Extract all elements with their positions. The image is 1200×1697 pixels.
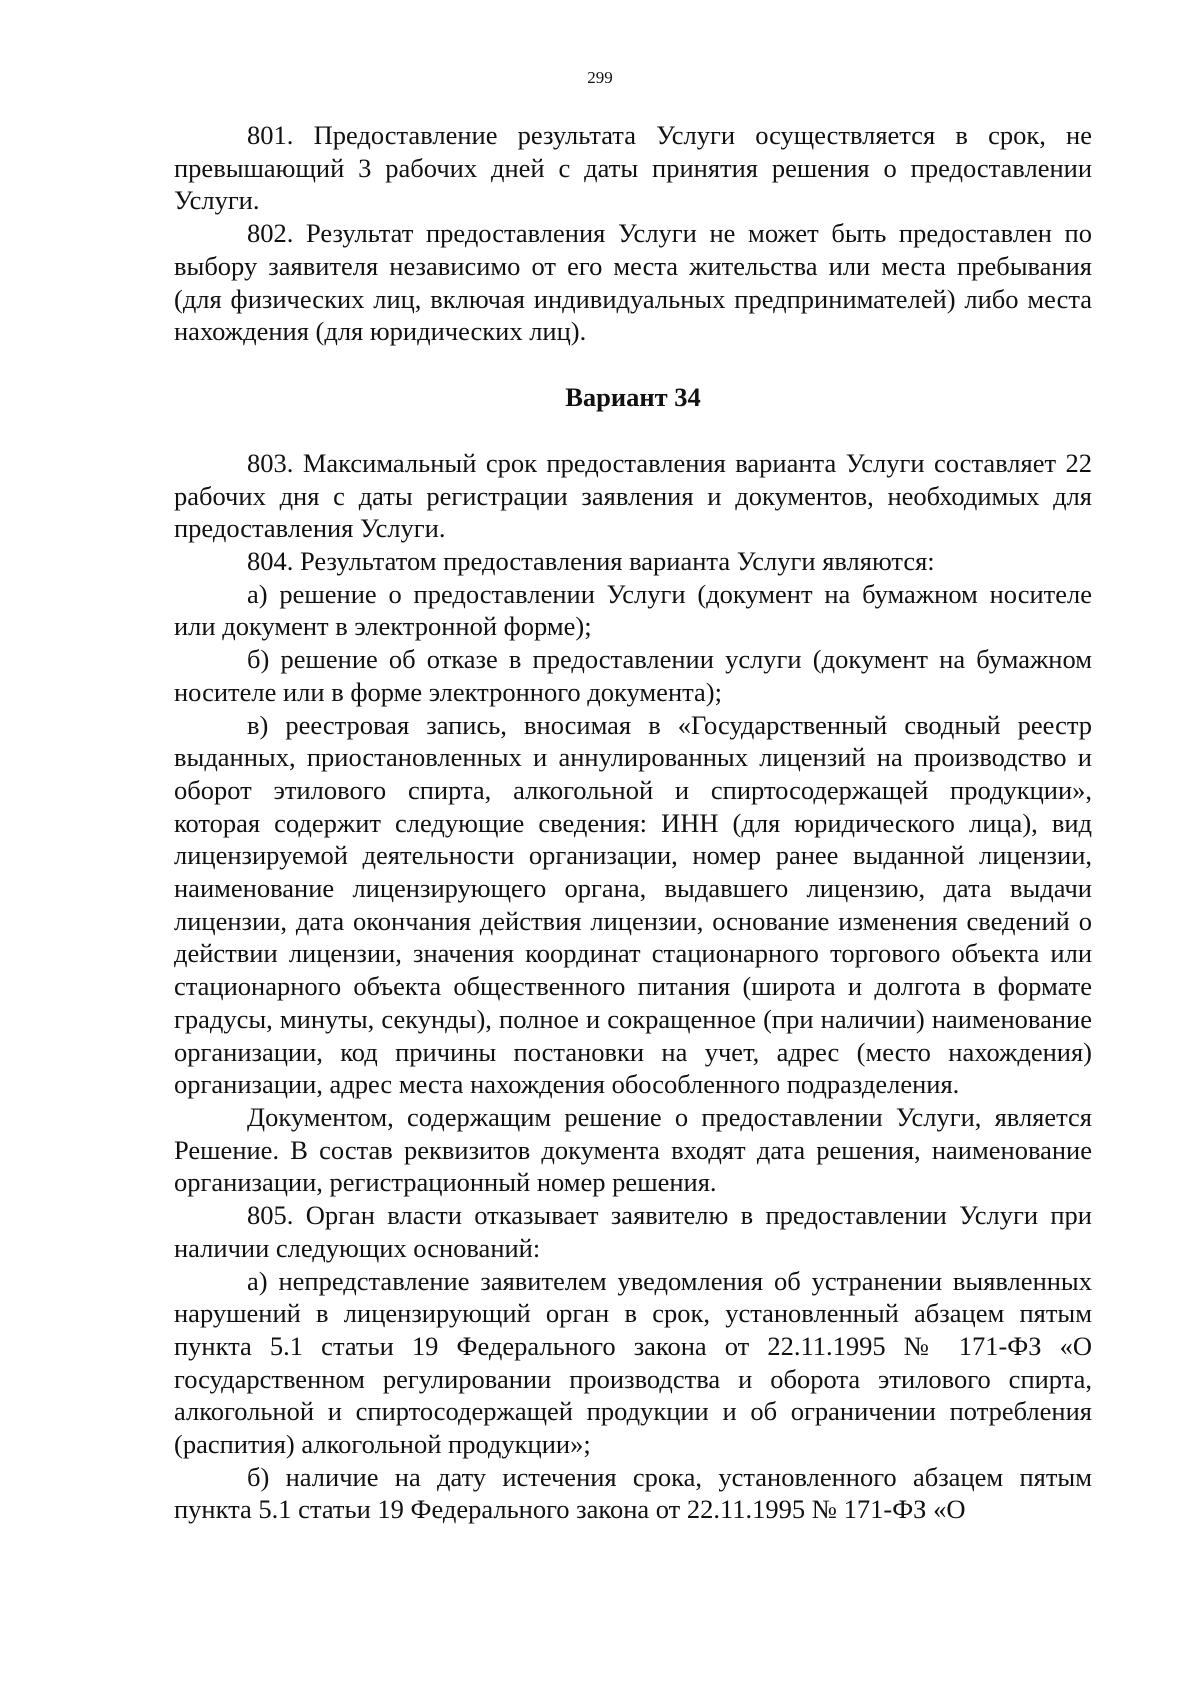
paragraph-804-a: а) решение о предоставлении Услуги (документ на бумажном носителе или документ в электронной форме); (174, 578, 1092, 642)
paragraph-decision-document: Документом, содержащим решение о предоставлении Услуги, является Решение. В состав реквизитов документа входят дата решения, наименование организации, регистрационный номер решения. (174, 1101, 1092, 1198)
paragraph-804-b: б) решение об отказе в предоставлении услуги (документ на бумажном носителе или в форме электронного документа); (174, 644, 1092, 707)
paragraph-804: 804. Результатом предоставления варианта Услуги являются: (247, 546, 935, 577)
paragraph-805: 805. Орган власти отказывает заявителю в предоставлении Услуги при наличии следующих оснований: (174, 1200, 1092, 1263)
page-number: 299 (587, 68, 613, 87)
section-heading: Вариант 34 (565, 381, 701, 412)
paragraph-801: 801. Предоставление результата Услуги осуществляется в срок, не превышающий 3 рабочих дней с даты принятия решения о предоставлении Услуги. (174, 120, 1092, 216)
document-body (174, 119, 1092, 1526)
paragraph-804-v: в) реестровая запись, вносимая в «Государственный сводный реестр выданных, приостановленных и аннулированных лицензий на производство и оборот этилового спирта, алкогольной и спиртосодержащей продукции», которая содержит следующие сведения: ИНН (для юридического лица), вид лицензируемой деятельности организации, номер ранее выданной лицензии, наименование лицензирующего органа, выдавшего лицензию, дата выдачи лицензии, дата окончания действия лицензии, основание изменения сведений о действии лицензии, значения координат стационарного торгового объекта или стационарного объекта общественного питания (широта и долгота в формате градусы, минуты, секунды), полное и сокращенное (при наличии) наименование организации, код причины постановки на учет, адрес (место нахождения) организации, адрес места нахождения обособленного подразделения. (174, 709, 1092, 1100)
paragraph-805-b: б) наличие на дату истечения срока, установленного абзацем пятым пункта 5.1 статьи 19 Федерального закона от 22.11.1995 № 171-ФЗ «О (174, 1461, 1092, 1525)
paragraph-803: 803. Максимальный срок предоставления варианта Услуги составляет 22 рабочих дня с даты регистрации заявления и документов, необходимых для предоставления Услуги. (174, 447, 1092, 544)
paragraph-805-a: а) непредставление заявителем уведомления об устранении выявленных нарушений в лицензирующий орган в срок, установленный абзацем пятым пункта 5.1 статьи 19 Федерального закона от 22.11.1995 № 171-ФЗ «О государственном регулировании производства и оборота этилового спирта, алкогольной и спиртосодержащей продукции и об ограничении потребления (распития) алкогольной продукции»; (174, 1265, 1092, 1460)
paragraph-802: 802. Результат предоставления Услуги не может быть предоставлен по выбору заявителя независимо от его места жительства или места пребывания (для физических лиц, включая индивидуальных предпринимателей) либо места нахождения (для юридических лиц). (174, 218, 1092, 347)
